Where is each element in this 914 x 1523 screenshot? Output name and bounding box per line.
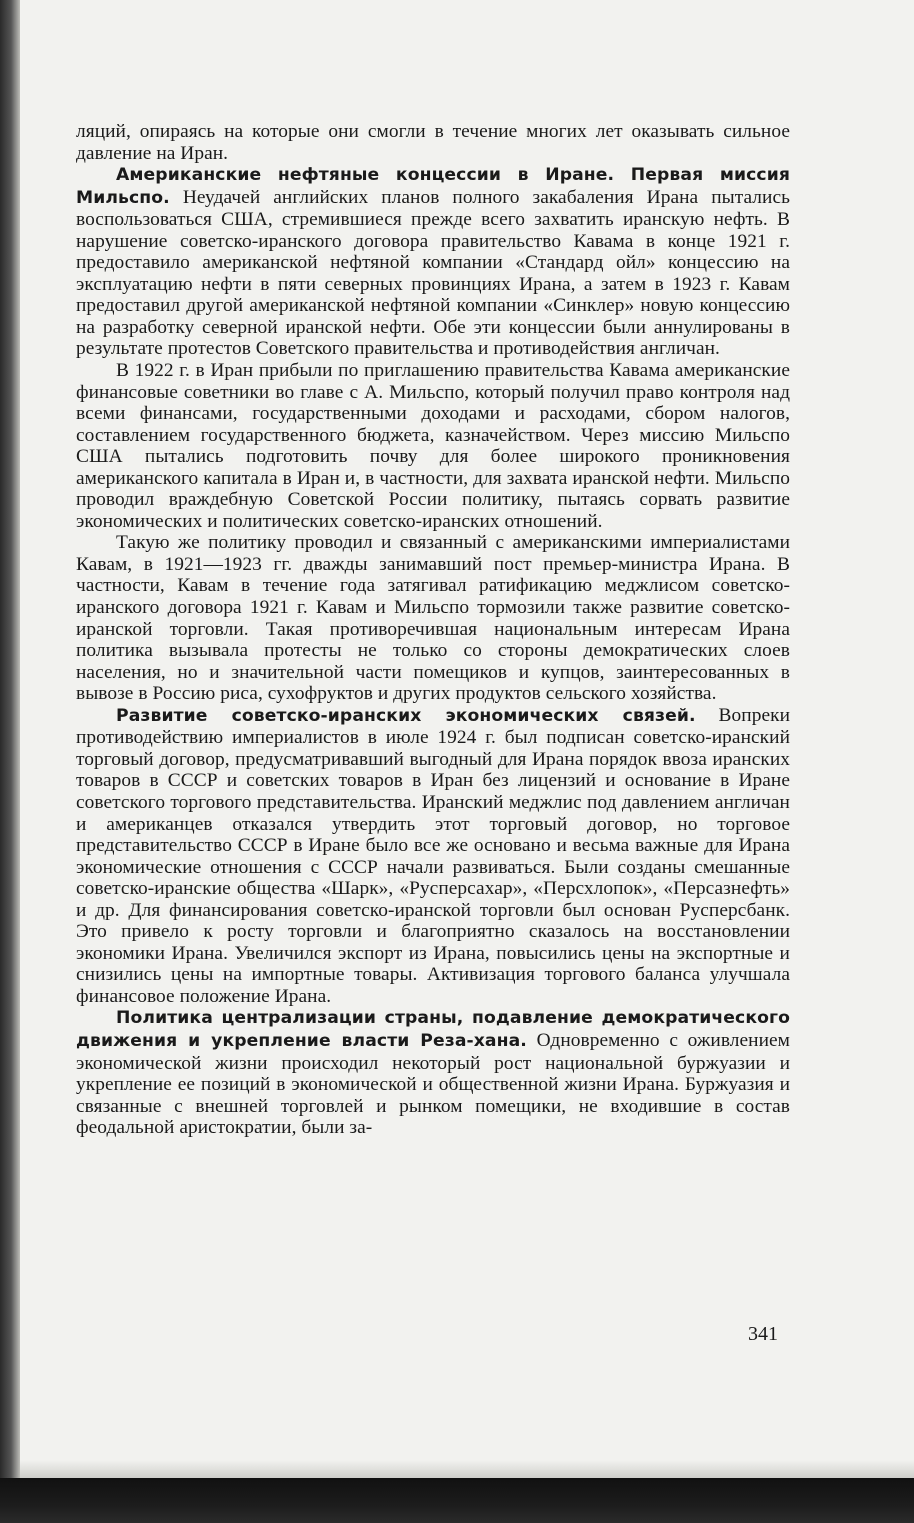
paragraph-oil-concessions bbox=[76, 164, 790, 360]
section-heading: Американские нефтяные концессии в Иране. Первая миссия Мильспо. bbox=[76, 165, 790, 208]
paragraph-millspaugh-mission bbox=[76, 360, 790, 532]
section-heading: Политика централизации страны, подавление демократического движения и укрепление власти Реза-хана. bbox=[76, 1008, 790, 1051]
page-bottom-shadow bbox=[0, 1478, 914, 1523]
page-left-shadow bbox=[0, 0, 20, 1523]
paragraph-text: ляций, опираясь на которые они смогли в течение многих лет оказывать сильное давление на Иран. bbox=[76, 121, 790, 164]
paragraph-economic-ties bbox=[76, 705, 790, 1008]
paragraph-text: В 1922 г. в Иран прибыли по приглашению правительства Кавама американские финансовые советники во главе с А. Мильспо, который получил право контроля над всеми финансами, государственными доходами и расходами, сбором налогов, составлением государственного бюджета, казначейством. Через миссию Мильспо США пытались подготовить почву для более широкого проникновения американского капитала в Иран и, в частности, для захвата иранской нефти. Мильспо проводил враждебную Советской России политику, пытаясь сорвать развитие экономических и политических советско-иранских отношений. bbox=[76, 360, 790, 532]
paragraph-centralization bbox=[76, 1007, 790, 1138]
paragraph-text: Такую же политику проводил и связанный с американскими империалистами Кавам, в 1921—1923 гг. дважды занимавший пост премьер-министра Ирана. В частности, Кавам в течение года затягивал ратификацию меджлисом советско-иранского договора 1921 г. Кавам и Мильспо тормозили также развитие советско-иранской торговли. Такая противоречившая национальным интересам Ирана политика вызывала протесты не только со стороны демократических слоев населения, но и значительной части помещиков и купцов, заинтересованных в вывозе в Россию риса, сухофруктов и других продуктов сельского хозяйства. bbox=[76, 532, 790, 705]
section-heading: Развитие советско-иранских экономических связей. bbox=[116, 705, 696, 726]
paragraph-text: Вопреки противодействию империалистов в июле 1924 г. был подписан советско-иранский торговый договор, предусматривавший выгодный для Ирана порядок ввоза иранских товаров в СССР и советских товаров в Иран без лицензий и основание в Иране советского торгового представительства. Иранский меджлис под давлением англичан и американцев отказался утвердить этот торговый договор, но торговое представительство СССР в Иране было все же основано и весьма важные для Ирана экономические отношения с СССР начали развиваться. Были созданы смешанные советско-иранские общества «Шарк», «Русперсахар», «Персхлопок», «Персазнефть» и др. Для финансирования советско-иранской торговли был основан Русперсбанк. Это привело к росту торговли и благоприятно сказалось на восстановлении экономики Ирана. Увеличился экспорт из Ирана, повысились цены на экспортные и снизились цены на импортные товары. Активизация торгового баланса улучшала финансовое положение Ирана. bbox=[76, 704, 791, 1007]
body-text bbox=[76, 121, 790, 1139]
paragraph-continuation bbox=[76, 121, 790, 164]
paragraph-text: Одновременно с оживлением экономической жизни происходил некоторый рост национальной буржуазии и укрепление ее позиций в экономической и общественной жизни Ирана. Буржуазия и связанные с внешней торговлей и рынком помещики, не входившие в состав феодальной аристократии, были за- bbox=[76, 1029, 790, 1139]
page-number: 341 bbox=[748, 1323, 778, 1345]
page-bottom-fade bbox=[20, 1460, 914, 1478]
paragraph-text: Неудачей английских планов полного закабаления Ирана пытались воспользоваться США, стремившиеся прежде всего захватить иранскую нефть. В нарушение советско-иранского договора правительство Кавама в конце 1921 г. предоставило американской нефтяной компании «Стандард ойл» концессию на эксплуатацию нефти в пяти северных провинциях Ирана, а затем в 1923 г. Кавам предоставил другой американской нефтяной компании «Синклер» новую концессию на разработку северной иранской нефти. Обе эти концессии были аннулированы в результате протестов Советского правительства и противодействия англичан. bbox=[76, 186, 790, 360]
paragraph-qavam-policy bbox=[76, 532, 790, 704]
